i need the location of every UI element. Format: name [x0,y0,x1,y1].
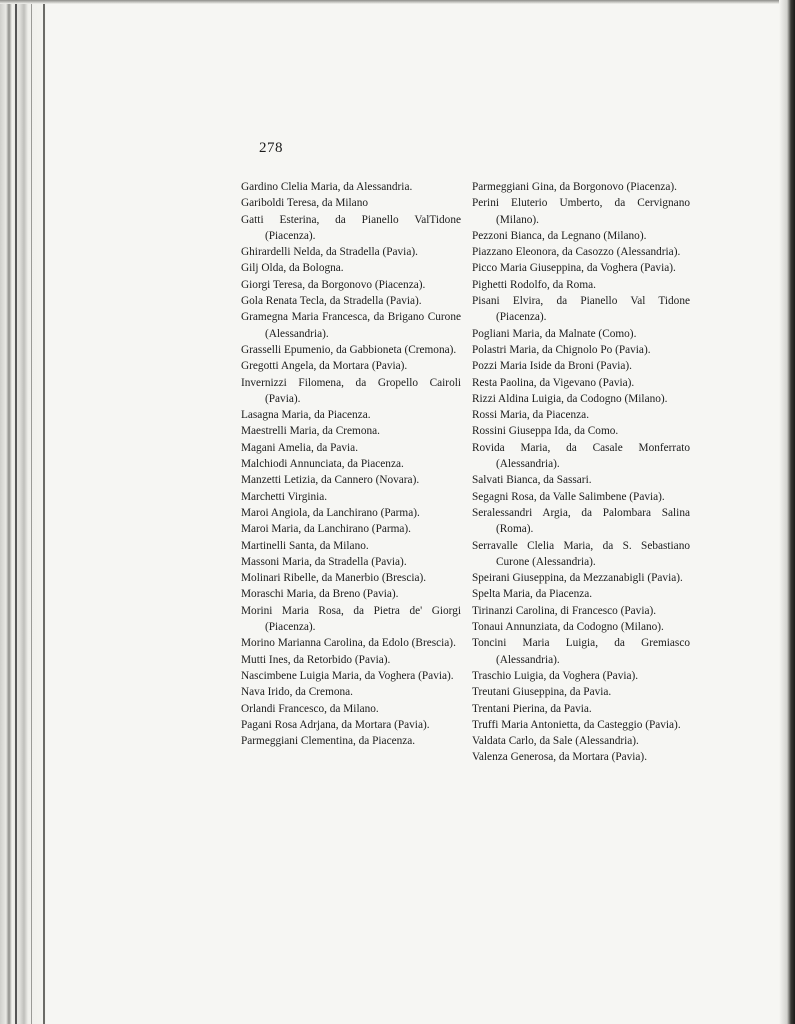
list-entry: Malchiodi Annunciata, da Piacenza. [241,458,404,471]
list-entry: Truffi Maria Antonietta, da Casteggio (Pavia). [472,718,681,731]
list-entry: Serravalle Clelia Maria, da S. Sebastiano Curone (Alessandria). [472,539,690,568]
list-entry: Giorgi Teresa, da Borgonovo (Piacenza). [241,278,426,291]
list-entry: Invernizzi Filomena, da Gropello Cairoli (Pavia). [241,376,461,405]
list-entry: Pogliani Maria, da Malnate (Como). [472,327,637,340]
list-entry: Valenza Generosa, da Mortara (Pavia). [472,751,648,764]
list-entry: Pagani Rosa Adrjana, da Mortara (Pavia). [241,718,430,731]
list-entry: Nava Irido, da Cremona. [241,686,353,699]
page-number: 278 [259,140,283,156]
list-entry: Marchetti Virginia. [241,490,328,503]
list-entry: Traschio Luigia, da Voghera (Pavia). [472,669,639,682]
left-column [241,179,461,749]
list-entry: Parmeggiani Clementina, da Piacenza. [241,735,416,748]
right-column [472,179,690,766]
list-entry: Pezzoni Bianca, da Legnano (Milano). [472,229,647,242]
list-entry: Rossini Giuseppa Ida, da Como. [472,425,619,438]
list-entry: Gariboldi Teresa, da Milano [241,197,368,210]
list-entry: Gilj Olda, da Bologna. [241,262,344,275]
page-top-edge [0,0,795,4]
list-entry: Parmeggiani Gina, da Borgonovo (Piacenza). [472,181,677,193]
list-entry: Resta Paolina, da Vigevano (Pavia). [472,376,635,389]
book-binding-edge [0,0,46,1024]
list-entry: Gramegna Maria Francesca, da Brigano Curone (Alessandria). [241,311,461,340]
list-entry: Maroi Maria, da Lanchirano (Parma). [241,523,412,536]
list-entry: Pisani Elvira, da Pianello Val Tidone (Piacenza). [472,295,690,324]
list-entry: Gola Renata Tecla, da Stradella (Pavia). [241,295,422,308]
list-entry: Gatti Esterina, da Pianello ValTidone (Piacenza). [241,213,461,242]
list-entry: Maroi Angiola, da Lanchirano (Parma). [241,506,420,519]
list-entry: Magani Amelia, da Pavia. [241,441,359,454]
binding-line [43,0,45,1024]
list-entry: Piazzano Eleonora, da Casozzo (Alessandria). [472,246,681,259]
list-entry: Molinari Ribelle, da Manerbio (Brescia). [241,572,427,585]
list-entry: Orlandi Francesco, da Milano. [241,702,379,715]
list-entry: Rovida Maria, da Casale Monferrato (Alessandria). [472,441,690,471]
list-entry: Manzetti Letizia, da Cannero (Novara). [241,474,420,487]
page-right-edge [779,0,795,1024]
list-entry: Polastri Maria, da Chignolo Po (Pavia). [472,343,651,356]
list-entry: Perini Eluterio Umberto, da Cervignano (Milano). [472,197,690,226]
list-entry: Morini Maria Rosa, da Pietra de' Giorgi (Piacenza). [241,604,461,634]
list-entry: Speirani Giuseppina, da Mezzanabigli (Pavia). [472,572,683,585]
list-entry: Rizzi Aldina Luigia, da Codogno (Milano). [472,392,668,405]
list-entry: Toncini Maria Luigia, da Gremiasco (Alessandria). [472,637,690,666]
list-entry: Treutani Giuseppina, da Pavia. [472,686,612,699]
list-entry: Pighetti Rodolfo, da Roma. [472,278,596,291]
list-entry: Valdata Carlo, da Sale (Alessandria). [472,735,639,748]
list-entry: Gardino Clelia Maria, da Alessandria. [241,181,413,193]
list-entry: Lasagna Maria, da Piacenza. [241,409,371,422]
list-entry: Maestrelli Maria, da Cremona. [241,425,380,438]
list-entry: Massoni Maria, da Stradella (Pavia). [241,555,407,568]
list-entry: Pozzi Maria Iside da Broni (Pavia). [472,360,632,373]
list-entry: Segagni Rosa, da Valle Salimbene (Pavia). [472,490,665,503]
list-entry: Martinelli Santa, da Milano. [241,539,369,552]
list-entry: Spelta Maria, da Piacenza. [472,588,593,601]
list-entry: Ghirardelli Nelda, da Stradella (Pavia). [241,246,418,259]
list-entry: Gregotti Angela, da Mortara (Pavia). [241,360,408,373]
list-entry: Nascimbene Luigia Maria, da Voghera (Pavia). [241,669,454,682]
list-entry: Mutti Ines, da Retorbido (Pavia). [241,653,391,666]
binding-line [31,0,32,1024]
list-entry: Rossi Maria, da Piacenza. [472,409,590,422]
list-entry: Picco Maria Giuseppina, da Voghera (Pavia). [472,262,676,275]
binding-line [15,0,17,1024]
list-entry: Moraschi Maria, da Breno (Pavia). [241,588,399,601]
list-entry: Seralessandri Argia, da Palombara Salina (Roma). [472,506,690,536]
list-entry: Grasselli Epumenio, da Gabbioneta (Cremona). [241,343,457,356]
list-entry: Tirinanzi Carolina, di Francesco (Pavia). [472,604,657,617]
list-entry: Salvati Bianca, da Sassari. [472,474,592,487]
list-entry: Tonaui Annunziata, da Codogno (Milano). [472,621,664,634]
list-entry: Morino Marianna Carolina, da Edolo (Brescia). [241,637,456,650]
list-entry: Trentani Pierina, da Pavia. [472,702,592,715]
